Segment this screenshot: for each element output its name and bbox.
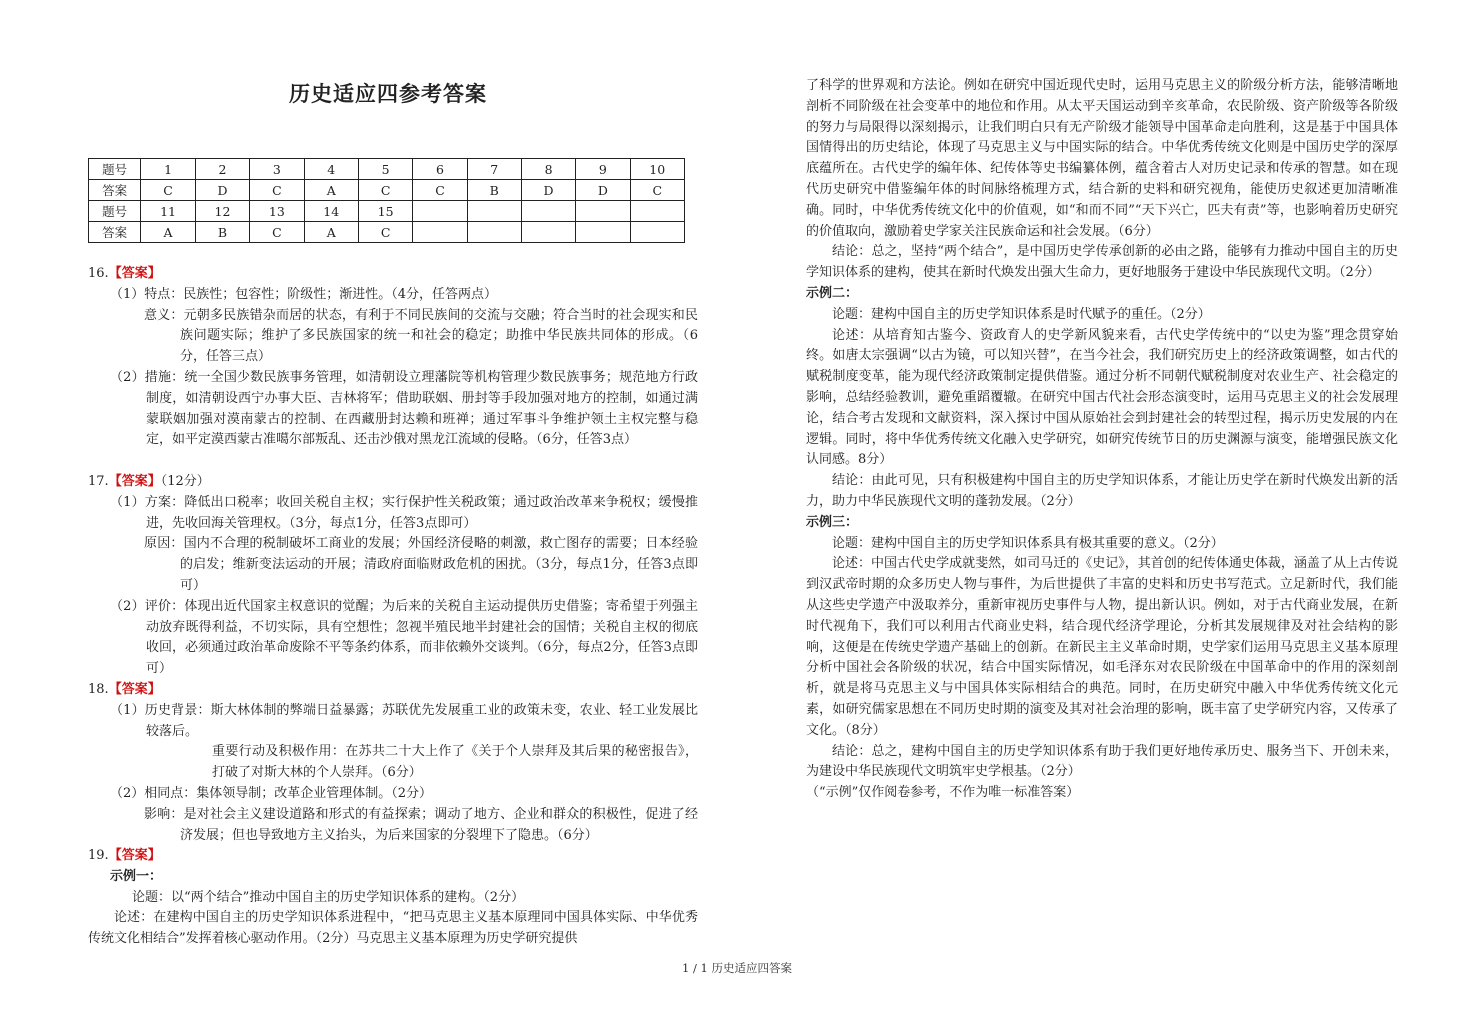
table-cell: D bbox=[195, 180, 249, 201]
table-header-cell: 答案 bbox=[89, 222, 141, 243]
table-cell: C bbox=[250, 180, 304, 201]
table-cell: D bbox=[576, 180, 630, 201]
answer-tag: 【答案】 bbox=[108, 474, 161, 489]
table-cell: 11 bbox=[141, 201, 195, 222]
table-cell: C bbox=[413, 180, 467, 201]
answer-paragraph: 意义：元朝多民族错杂而居的状态，有利于不同民族间的交流与交融；符合当时的社会现实和民族问题实际；维护了多民族国家的统一和社会的稳定；助推中华民族共同体的形成。（6分，任答三点） bbox=[144, 307, 698, 365]
table-cell bbox=[630, 201, 685, 222]
table-cell bbox=[521, 201, 575, 222]
table-header-cell: 题号 bbox=[89, 159, 141, 180]
question-17 bbox=[88, 472, 698, 680]
answer-tag: 【答案】 bbox=[108, 682, 161, 697]
table-cell: B bbox=[195, 222, 249, 243]
table-row bbox=[89, 180, 685, 201]
question-18 bbox=[88, 680, 698, 846]
question-heading bbox=[88, 680, 698, 701]
answer-tag: 【答案】 bbox=[108, 848, 161, 863]
answer-paragraph: 论述：中国古代史学成就斐然，如司马迁的《史记》，其首创的纪传体通史体裁，涵盖了从上古传说到汉武帝时期的众多历史人物与事件，为后世提供了丰富的史料和历史书写范式。立足新时代，我们能从这些史学遗产中汲取养分，重新审视历史事件与人物，提出新认识。例如，对于古代商业发展，在新时代视角下，我们可以利用古代商业史料，结合现代经济学理论，分析其发展规律及对社会结构的影响，这便是在传统史学遗产基础上的创新。在新民主主义革命时期，史学家们运用马克思主义基本原理分析中国社会各阶级的状况，结合中国实际情况，如毛泽东对农民阶级在中国革命中的作用的深刻剖析，就是将马克思主义与中国具体实际相结合的典范。同时，在历史研究中融入中华优秀传统文化元素，如研究儒家思想在不同历史时期的演变及其对社会治理的影响，既丰富了史学研究内容，又传承了文化。（8分） bbox=[806, 556, 1398, 738]
table-cell: C bbox=[358, 180, 412, 201]
table-cell: 5 bbox=[358, 159, 412, 180]
table-cell bbox=[467, 222, 521, 243]
table-cell: C bbox=[630, 180, 685, 201]
answer-paragraph: （1）方案：降低出口税率；收回关税自主权；实行保护性关税政策；通过政治改革来争税权；缓慢推进，先收回海关管理权。（3分，每点1分，任答3点即可） bbox=[110, 494, 698, 531]
table-row bbox=[89, 222, 685, 243]
answer-paragraph: 结论：由此可见，只有积极建构中国自主的历史学知识体系，才能让历史学在新时代焕发出新的活力，助力中华民族现代文明的蓬勃发展。（2分） bbox=[806, 473, 1398, 509]
table-row bbox=[89, 159, 685, 180]
question-19 bbox=[88, 846, 698, 950]
table-cell: 7 bbox=[467, 159, 521, 180]
table-cell bbox=[576, 222, 630, 243]
table-cell: C bbox=[250, 222, 304, 243]
answer-paragraph: （2）措施：统一全国少数民族事务管理，如清朝设立理藩院等机构管理少数民族事务；规范地方行政制度，如清朝设西宁办事大臣、吉林将军；借助联姻、册封等手段加强对地方的控制，如通过满蒙联姻加强对漠南蒙古的控制、在西藏册封达赖和班禅；通过军事斗争维护领土主权完整与稳定，如平定漠西蒙古准噶尔部叛乱、还击沙俄对黑龙江流域的侵略。（6分，任答3点） bbox=[110, 369, 698, 448]
table-cell: C bbox=[358, 222, 412, 243]
question-number: 17. bbox=[88, 474, 109, 489]
answer-paragraph: 结论：总之，坚持“两个结合”，是中国历史学传承创新的必由之路，能够有力推动中国自主的历史学知识体系的建构，使其在新时代焕发出强大生命力，更好地服务于建设中华民族现代文明。（2分） bbox=[806, 244, 1398, 281]
question-19-continued bbox=[806, 76, 1398, 804]
question-heading bbox=[88, 264, 698, 285]
page-footer: 1 / 1 历史适应四答案 bbox=[682, 961, 792, 975]
table-cell: 6 bbox=[413, 159, 467, 180]
table-cell: 14 bbox=[304, 201, 358, 222]
table-cell bbox=[467, 201, 521, 222]
answer-tag: 【答案】 bbox=[108, 266, 161, 281]
footnote: （“示例”仅作阅卷参考，不作为唯一标准答案） bbox=[806, 785, 1080, 801]
table-cell bbox=[576, 201, 630, 222]
answer-paragraph: （1）特点：民族性；包容性；阶级性；渐进性。（4分，任答两点） bbox=[110, 286, 498, 302]
answer-paragraph: （1）历史背景：斯大林体制的弊端日益暴露；苏联优先发展重工业的政策未变，农业、轻工业发展比较落后。 bbox=[110, 702, 698, 739]
page-title: 历史适应四参考答案 bbox=[289, 82, 487, 106]
answer-paragraph: 影响：是对社会主义建设道路和形式的有益探索；调动了地方、企业和群众的积极性，促进了经济发展；但也导致地方主义抬头，为后来国家的分裂埋下了隐患。（6分） bbox=[144, 806, 698, 843]
answer-paragraph: 原因：国内不合理的税制破坏工商业的发展；外国经济侵略的刺激，救亡图存的需要；日本经验的启发；维新变法运动的开展；清政府面临财政危机的困扰。（3分，每点1分，任答3点即可） bbox=[144, 536, 698, 593]
table-cell: 13 bbox=[250, 201, 304, 222]
answer-paragraph: 论题：建构中国自主的历史学知识体系具有极其重要的意义。（2分） bbox=[832, 535, 1224, 551]
answer-paragraph: 论题：建构中国自主的历史学知识体系是时代赋予的重任。（2分） bbox=[832, 306, 1211, 322]
question-number: 19. bbox=[88, 848, 109, 863]
table-cell bbox=[413, 222, 467, 243]
table-cell: 4 bbox=[304, 159, 358, 180]
question-number: 18. bbox=[88, 682, 109, 697]
answer-paragraph: （2）相同点：集体领导制；改革企业管理体制。（2分） bbox=[110, 785, 433, 801]
table-cell: 8 bbox=[521, 159, 575, 180]
answer-paragraph: 论述：在建构中国自主的历史学知识体系进程中，“把马克思主义基本原理同中国具体实际、中华优秀传统文化相结合”发挥着核心驱动作用。（2分）马克思主义基本原理为历史学研究提供 bbox=[88, 910, 698, 947]
table-header-cell: 答案 bbox=[89, 180, 141, 201]
answer-paragraph: 重要行动及积极作用：在苏共二十大上作了《关于个人崇拜及其后果的秘密报告》，打破了对斯大林的个人崇拜。（6分） bbox=[212, 744, 698, 781]
table-cell: A bbox=[304, 180, 358, 201]
table-cell: 2 bbox=[195, 159, 249, 180]
table-row bbox=[89, 201, 685, 222]
table-header-cell: 题号 bbox=[89, 201, 141, 222]
table-cell: D bbox=[521, 180, 575, 201]
example-label: 示例一： bbox=[110, 868, 163, 884]
table-cell: A bbox=[141, 222, 195, 243]
answer-table bbox=[88, 158, 685, 243]
table-cell: 12 bbox=[195, 201, 249, 222]
table-cell: 3 bbox=[250, 159, 304, 180]
answer-paragraph: 结论：总之，建构中国自主的历史学知识体系有助于我们更好地传承历史、服务当下、开创未来，为建设中华民族现代文明筑牢史学根基。（2分） bbox=[806, 743, 1398, 780]
example-label: 示例三： bbox=[806, 514, 859, 530]
example-label: 示例二： bbox=[806, 285, 859, 301]
answer-paragraph: 论题：以“两个结合”推动中国自主的历史学知识体系的建构。（2分） bbox=[132, 889, 525, 905]
table-cell: 9 bbox=[576, 159, 630, 180]
question-number: 16. bbox=[88, 266, 109, 281]
table-cell bbox=[630, 222, 685, 243]
answer-paragraph: 了科学的世界观和方法论。例如在研究中国近现代史时，运用马克思主义的阶级分析方法，能够清晰地剖析不同阶级在社会变革中的地位和作用。从太平天国运动到辛亥革命，农民阶级、资产阶级等各阶级的努力与局限得以深刻揭示，让我们明白只有无产阶级才能领导中国革命走向胜利，这是基于中国具体国情得出的历史结论，体现了马克思主义与中国实际的结合。中华优秀传统文化则是中国历史学的深厚底蕴所在。古代史学的编年体、纪传体等史书编纂体例，蕴含着古人对历史记录和传承的智慧。如在现代历史研究中借鉴编年体的时间脉络梳理方式，结合新的史料和研究视角，能使历史叙述更加清晰准确。同时，中华优秀传统文化中的价值观，如“和而不同”“天下兴亡，匹夫有责”等，也影响着历史研究的价值取向，激励着史学家关注民族命运和社会发展。（6分） bbox=[806, 78, 1398, 239]
question-heading bbox=[88, 472, 698, 493]
table-cell: C bbox=[141, 180, 195, 201]
table-cell: B bbox=[467, 180, 521, 201]
table-cell: 1 bbox=[141, 159, 195, 180]
question-heading bbox=[88, 846, 698, 867]
answer-paragraph: （2）评价：体现出近代国家主权意识的觉醒；为后来的关税自主运动提供历史借鉴；寄希望于列强主动放弃既得利益，不切实际，具有空想性；忽视半殖民地半封建社会的国情；关税自主权的彻底收回，必须通过政治革命废除不平等条约体系，而非依赖外交谈判。（6分，每点2分，任答3点即可） bbox=[110, 598, 698, 677]
table-cell: A bbox=[304, 222, 358, 243]
question-16 bbox=[88, 264, 698, 451]
table-cell: 10 bbox=[630, 159, 685, 180]
table-cell bbox=[413, 201, 467, 222]
table-cell bbox=[521, 222, 575, 243]
answer-paragraph: 论述：从培育知古鉴今、资政育人的史学新风貌来看，古代史学传统中的“以史为鉴”理念贯穿始终。如唐太宗强调“以古为镜，可以知兴替”，在当今社会，我们研究历史上的经济政策调整，如古代的赋税制度变革，能为现代经济政策制定提供借鉴。通过分析不同朝代赋税制度对农业生产、社会稳定的影响，总结经验教训，避免重蹈覆辙。在研究中国古代社会形态演变时，运用马克思主义的社会发展理论，结合考古发现和文献资料，深入探讨中国从原始社会到封建社会的转型过程，揭示历史发展的内在逻辑。同时，将中华优秀传统文化融入史学研究，如研究传统节日的历史渊源与演变，能增强民族文化认同感。8分） bbox=[806, 327, 1398, 468]
table-cell: 15 bbox=[358, 201, 412, 222]
score-note: （12分） bbox=[160, 474, 210, 489]
